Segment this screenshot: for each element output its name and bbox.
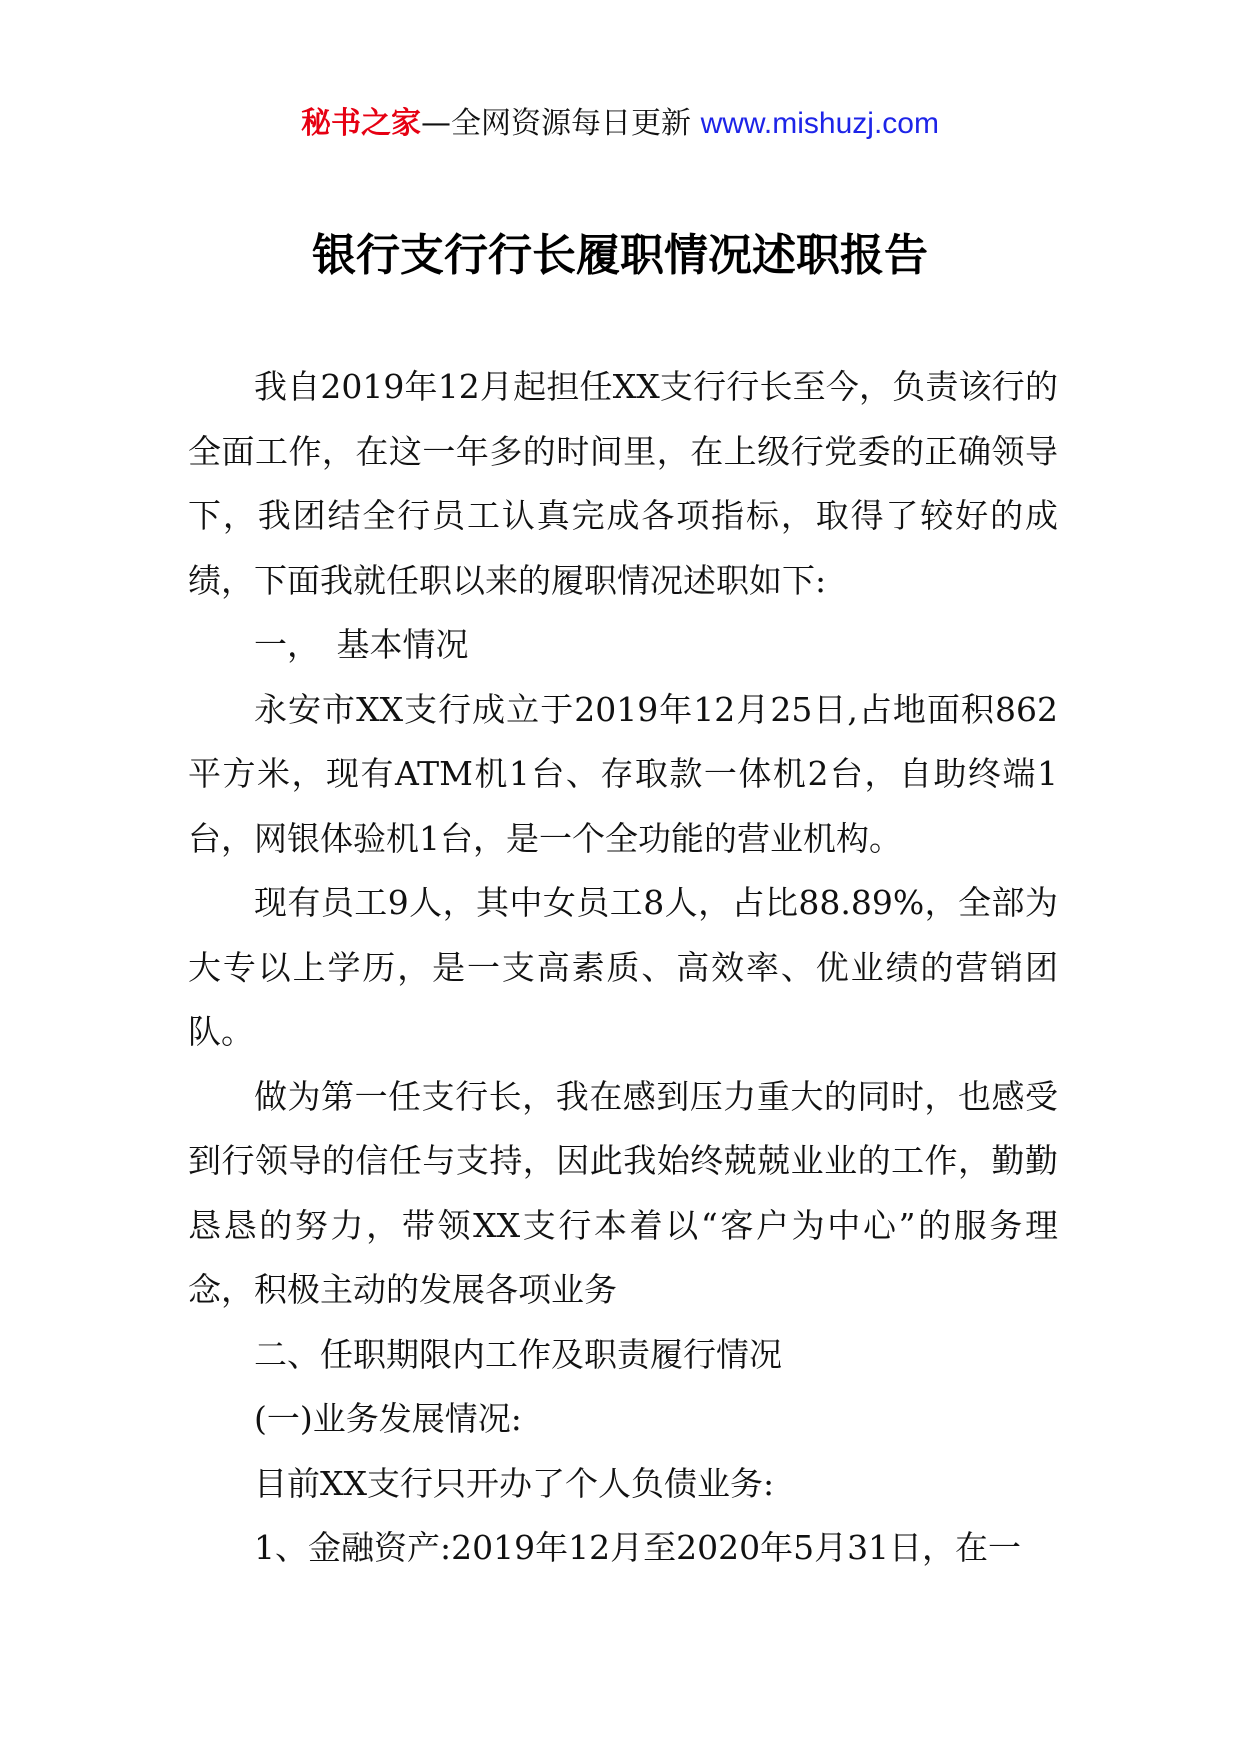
- paragraph-intro: 我自2019年12月起担任XX支行行长至今，负责该行的全面工作，在这一年多的时间里，在上级行党委的正确领导下，我团结全行员工认真完成各项指标，取得了较好的成绩，下面我就任职以来的履职情况述职如下:: [188, 367, 1058, 600]
- paragraph-business-scope: 目前XX支行只开办了个人负债业务:: [254, 1463, 775, 1503]
- site-brand: 秘书之家: [301, 106, 422, 141]
- subsection-heading-business: (一)业务发展情况:: [254, 1399, 522, 1438]
- document-title: 银行支行行长履职情况述职报告: [312, 230, 928, 281]
- section-heading-duties: 二、任职期限内工作及职责履行情况: [254, 1334, 782, 1374]
- paragraph-staff: 现有员工9人，其中女员工8人，占比88.89%，全部为大专以上学历，是一支高素质、高效率、优业绩的营销团队。: [188, 883, 1058, 1051]
- site-slogan: —全网资源每日更新: [421, 106, 701, 141]
- site-url-link[interactable]: www.mishuzj.com: [700, 107, 939, 140]
- paragraph-financial-assets: 1、金融资产:2019年12月至2020年5月31日，在一: [254, 1528, 1022, 1567]
- paragraph-role: 做为第一任支行长，我在感到压力重大的同时，也感受到行领导的信任与支持，因此我始终兢兢业业的工作，勤勤恳恳的努力，带领XX支行本着以“客户为中心”的服务理念，积极主动的发展各项业务: [188, 1076, 1058, 1309]
- paragraph-branch-info: 永安市XX支行成立于2019年12月25日,占地面积862平方米，现有ATM机1台、存取款一体机2台，自助终端1台，网银体验机1台，是一个全功能的营业机构。: [188, 689, 1058, 858]
- site-header: [0, 104, 1240, 144]
- section-heading-basic: 一， 基本情况: [254, 625, 469, 664]
- document-body: [188, 355, 1058, 1581]
